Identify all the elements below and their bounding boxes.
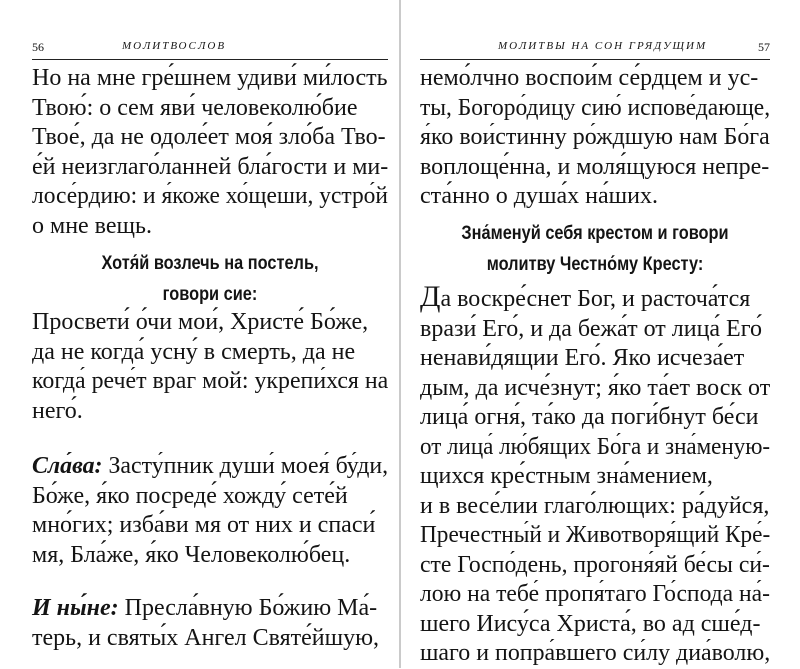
left-running-title: МОЛИТВОСЛОВ — [122, 40, 227, 52]
text-line: ста́нно о душа́х на́ших. — [420, 183, 658, 209]
slava-label: Сла́ва: — [32, 453, 103, 479]
text-line: лою на тебе́ пропя́таго Го́спода на́- — [420, 581, 771, 607]
text-line: дым, да исче́знут; я́ко та́ет воск от — [420, 374, 771, 401]
left-nyne — [32, 594, 388, 653]
text-line — [420, 282, 770, 315]
text-span: а воскре́снет Бог, и расточа́тся — [440, 286, 751, 312]
text-line: ненави́дящии Его́. Яко исчеза́ет — [420, 345, 745, 371]
right-page — [400, 0, 800, 668]
text-line: Пречестны́й и Животворя́щий Кре́- — [420, 522, 771, 548]
text-line: ты, Богоро́дицу сию́ испове́дающе, — [420, 94, 771, 121]
nyne-label: И ны́не: — [32, 595, 119, 621]
text-line: терь, и святы́х Ангел Святе́йшую, — [32, 624, 380, 651]
heading-line: молитву Честно́му Кресту: — [486, 254, 704, 275]
text-line — [32, 452, 389, 482]
drop-cap: Д — [420, 280, 441, 313]
text-line: Просвети́ о́чи мои́, Христе́ Бо́же, — [32, 309, 369, 335]
text-line: о мне вещь. — [32, 212, 152, 239]
text-line: мя, Бла́же, я́ко Человеколю́бец. — [32, 541, 351, 568]
text-line: шаго и попра́вшего си́лу диа́волю, — [420, 640, 771, 666]
text-line: врази́ Его́, и да бежа́т от лица́ Его́ — [420, 315, 762, 342]
text-line: когда́ рече́т враг мой: укрепи́хся на — [32, 368, 389, 394]
text-line: сте Госпо́день, прогоня́яй бе́сы си́- — [420, 551, 770, 578]
left-page — [0, 0, 400, 668]
text-line: от лица́ лю́бящих Бо́га и зна́меную- — [420, 433, 771, 460]
header-rule — [420, 59, 770, 60]
right-page-number: 57 — [758, 40, 770, 54]
text-line: Твою́: о сем яви́ человеколю́бие — [32, 94, 358, 121]
text-line: е́й неизглаго́ланней бла́гости и ми- — [32, 153, 389, 180]
text-line: мно́гих; изба́ви мя от них и спаси́ — [32, 512, 376, 538]
left-page-number: 56 — [32, 40, 44, 54]
text-line: лица́ огня́, та́ко да поги́бнут бе́си — [420, 404, 759, 430]
text-span: Пресла́вную Бо́жию Ма́- — [124, 595, 378, 621]
text-line: шего Иису́са Христа́, во ад сше́д- — [420, 610, 761, 637]
text-line: лосе́рдию: и я́коже хо́щеши, устро́й — [32, 183, 388, 209]
header-rule — [32, 59, 388, 60]
left-section-heading — [57, 248, 363, 310]
text-line: воплоще́нна, и моля́щуюся непре- — [420, 153, 770, 180]
text-line: я́ко вои́стинну ро́ждшую нам Бо́га — [420, 124, 770, 150]
text-span: Засту́пник души́ моея́ бу́ди, — [108, 453, 389, 479]
heading-line: Хотя́й возлечь на постель, — [101, 253, 319, 274]
left-paragraph-1 — [32, 64, 388, 241]
text-line: немо́лчно воспои́м се́рдцем и ус- — [420, 65, 759, 91]
text-line: да не когда́ усну́ в смерть, да не — [32, 338, 356, 365]
text-line: Но на мне гре́шнем удиви́ ми́лость — [32, 65, 388, 91]
right-section-heading — [445, 218, 746, 280]
left-running-head — [32, 38, 388, 60]
left-prayer — [32, 308, 388, 426]
text-line — [32, 594, 388, 624]
text-line: щихся кре́стным зна́мением, — [420, 463, 713, 489]
left-slava — [32, 452, 388, 570]
text-line: Твое́, да не одоле́ет моя́ зло́ба Тво- — [32, 124, 386, 150]
right-prayer — [420, 282, 770, 669]
right-running-head — [420, 38, 770, 60]
right-running-title: МОЛИТВЫ НА СОН ГРЯДУЩИМ — [498, 40, 708, 52]
heading-line: Зна́менуй себя крестом и говори — [461, 223, 729, 244]
heading-line: говори сие: — [162, 284, 258, 305]
text-line: и в весе́лии глаго́лющих: ра́дуйся, — [420, 492, 770, 519]
right-paragraph-1 — [420, 64, 770, 212]
text-line: Бо́же, я́ко посреде́ хожду́ сете́й — [32, 482, 348, 509]
text-line: него́. — [32, 397, 83, 424]
